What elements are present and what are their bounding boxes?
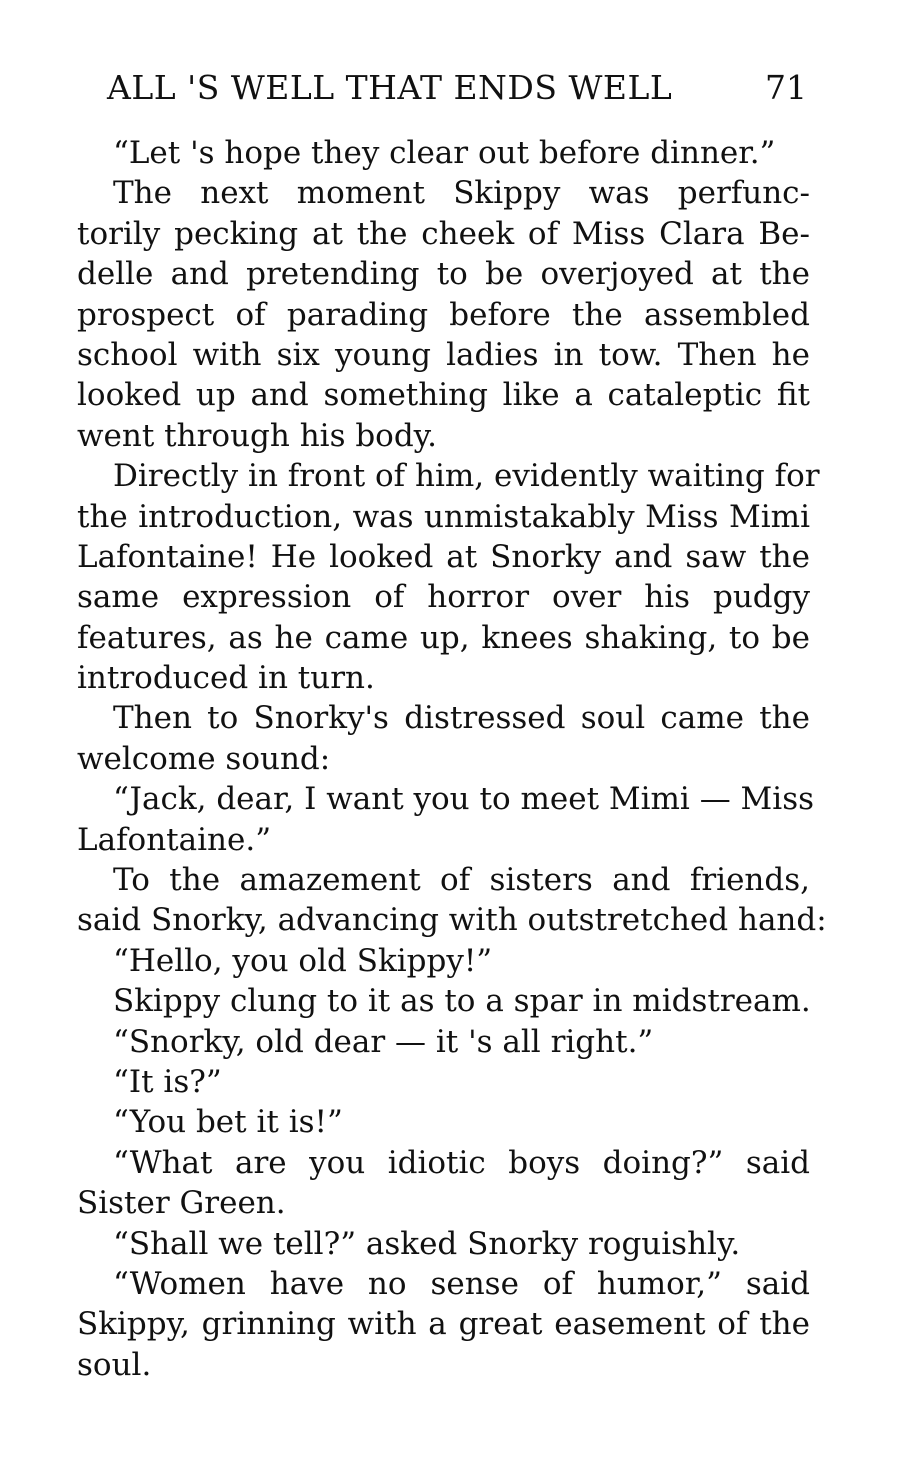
text-line: “Snorky, old dear — it 's all right.” [113,1023,654,1060]
text-line: Sister Green. [77,1185,286,1222]
text-line: “What are you idiotic boys doing?” said [113,1144,810,1181]
text-line: Skippy, grinning with a great easement of the [77,1306,810,1343]
text-line: welcome sound: [77,740,331,777]
text-line: Then to Snorky's distressed soul came the [113,700,810,737]
text-line: torily pecking at the cheek of Miss Clara Be- [77,215,810,252]
text-line: said Snorky, advancing with outstretched hand: [77,902,827,939]
text-line: the introduction, was unmistakably Miss Mimi [77,498,810,535]
text-line: “It is?” [113,1063,222,1100]
text-line: “Women have no sense of humor,” said [113,1265,810,1302]
text-line: same expression of horror over his pudgy [77,579,810,616]
text-line: Lafontaine.” [77,821,272,858]
text-line: Skippy clung to it as to a spar in midstream. [113,983,811,1020]
text-line: “Let 's hope they clear out before dinner.” [113,135,776,171]
page-number: 71 [765,68,807,107]
text-line: The next moment Skippy was perfunc- [113,175,810,212]
body-text [77,133,827,1385]
text-line: looked up and something like a cataleptic fit [77,377,810,414]
text-line: school with six young ladies in tow. Then he [77,336,810,373]
text-line: prospect of parading before the assembled [77,296,810,333]
text-line: introduced in turn. [77,660,375,697]
text-line: Directly in front of him, evidently waiting for [113,458,820,495]
text-line: soul. [77,1346,152,1383]
text-line: went through his body. [77,417,437,454]
text-line: features, as he came up, knees shaking, to be [77,619,810,656]
running-title: ALL 'S WELL THAT ENDS WELL [107,68,673,107]
text-line: delle and pretending to be overjoyed at the [77,256,810,293]
running-head [107,66,807,110]
text-line: Lafontaine! He looked at Snorky and saw the [77,538,810,575]
text-line: “Hello, you old Skippy!” [113,942,493,979]
text-line: To the amazement of sisters and friends, [113,862,810,899]
text-line: “Shall we tell?” asked Snorky roguishly. [113,1225,741,1262]
text-line: “Jack, dear, I want you to meet Mimi — Miss [113,781,815,818]
text-line: “You bet it is!” [113,1104,343,1141]
